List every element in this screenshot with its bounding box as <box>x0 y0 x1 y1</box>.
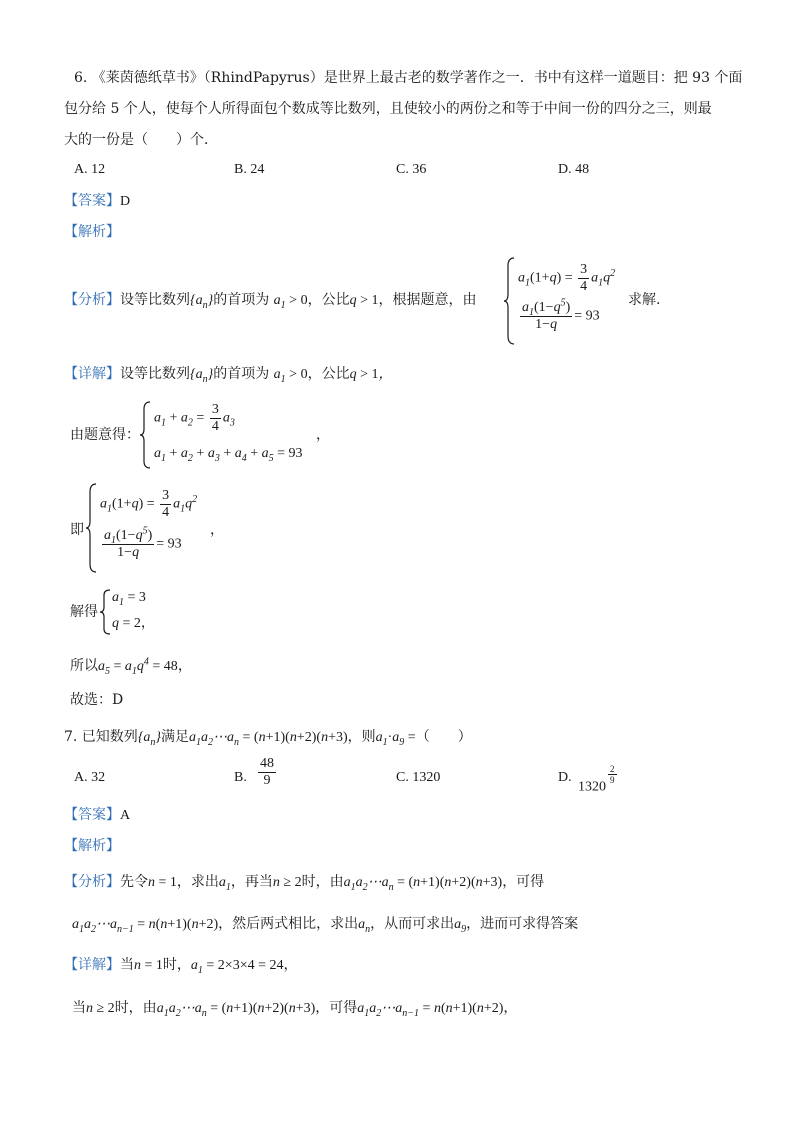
formula: $a_1a_2\cdots a_n = (n+1)(n+2)(n+3)$ <box>156 1001 316 1019</box>
fenxi-text: ，从而可求出 <box>370 916 455 932</box>
q7-choice-c: C. 1320 <box>396 770 441 785</box>
xiangjie-text: 时， <box>162 957 191 973</box>
q6-step3-label: 解得 <box>70 604 98 620</box>
comma: ， <box>316 427 330 443</box>
q7-last-line: 当n ≥ 2时，由$a_1a_2\cdots a_n = (n+1)(n+2)(n+3)$，可得$a_1a_2\cdots a_{n-1} = n(n+1)(n+2)$， <box>72 1000 518 1019</box>
q6-choice-b: B. 24 <box>234 162 265 177</box>
q6-choice-c: C. 36 <box>396 162 427 177</box>
choice-label: B. <box>234 770 247 785</box>
stem-text: ，则 <box>347 729 376 745</box>
answer-tag: 【答案】 <box>64 193 120 209</box>
q6-step2-label: 即 <box>70 522 84 538</box>
text: 当 <box>72 1000 86 1016</box>
text: ，可得 <box>315 1000 358 1016</box>
formula: $a_5 = a_1q^4 = 48$ <box>98 656 178 677</box>
formula: $a_1 > 0$ <box>273 367 308 385</box>
fenxi-text: ，公比 <box>307 292 350 308</box>
fenxi-text: ，然后两式相比，求出 <box>218 916 359 932</box>
q7-answer-line <box>64 805 130 826</box>
q7-choice-b <box>234 768 247 788</box>
formula: q > 1 <box>349 293 379 308</box>
q7-choice-a: A. 32 <box>74 770 106 785</box>
q7-stem <box>64 727 472 748</box>
text: 时，由 <box>114 1000 157 1016</box>
xiangjie-text: 当 <box>120 957 134 973</box>
fenxi-tag: 【分析】 <box>64 292 120 308</box>
q6-answer-line <box>64 191 130 212</box>
q6-stem-line3: 大的一份是（ ）个． <box>64 132 218 148</box>
q6-step4-line: 所以$a_5 = a_1q^4 = 48$， <box>70 656 192 677</box>
formula: n = 1 <box>148 875 177 890</box>
fenxi-tag: 【分析】 <box>64 874 120 890</box>
xiangjie-text: 的首项为 <box>213 366 270 382</box>
q7-fenxi-line2 <box>72 914 578 935</box>
answer-value: D <box>120 194 131 209</box>
formula: n = 1 <box>134 958 163 973</box>
answer-tag: 【答案】 <box>64 807 120 823</box>
formula: $a_1 = 2\times 3\times 4 = 24$ <box>190 958 284 976</box>
stem-text: 满足 <box>161 729 190 745</box>
fenxi-text: ，可得 <box>502 874 545 890</box>
q6-step2-system: $a_1(1+q)$ = $\frac{3}{4}$ $a_1q^2$ $\frac{a_1(1-q^5)}{1-q}$ = 93 <box>86 482 216 574</box>
q6-xiangjie-line <box>64 364 392 385</box>
q7-analysis-tag: 【解析】 <box>64 838 120 854</box>
step-label: 所以 <box>70 658 98 674</box>
formula: $a_n$ <box>358 917 371 935</box>
brace-icon <box>140 400 152 470</box>
formula: $\{a_n\}$ <box>137 730 162 748</box>
answer-value: A <box>120 808 131 823</box>
formula: $a_1a_2\cdots a_n = (n+1)(n+2)(n+3)$ <box>189 730 348 748</box>
fenxi-text: ，求出 <box>176 874 219 890</box>
brace-icon <box>504 256 516 346</box>
brace-icon <box>86 482 98 574</box>
fenxi-text: 设等比数列 <box>120 292 190 308</box>
q6-choice-d: D. 48 <box>558 162 590 177</box>
q6-fenxi-system: $a_1(1+q)$ = $\frac{3}{4}$ $a_1q^2$ $\frac{a_1(1-q^5)}{1-q}$ = 93 <box>504 256 624 346</box>
formula: q > 1， <box>349 367 393 382</box>
q6-fenxi-end: 求解. <box>628 292 661 308</box>
q6-stem-line2: 包分给 5 个人，使每个人所得面包个数成等比数列，且使较小的两份之和等于中间一份的四分之三，则最 <box>64 101 712 117</box>
formula: $\{a_n\}$ <box>190 367 214 385</box>
q7-choice-b-value: $\frac{48}{9}$ <box>260 756 274 788</box>
q6-stem-line1: 6. 《莱茵德纸草书》（RhindPapyrus）是世界上最古老的数学著作之一．书中有这样一道题目：把 93 个面 <box>74 70 743 86</box>
brace-icon <box>100 588 112 636</box>
formula: $a_1$ <box>218 875 231 893</box>
fenxi-text: 的首项为 <box>213 292 270 308</box>
q7-fenxi-line1 <box>64 872 544 893</box>
comma: ， <box>210 522 224 538</box>
q7-choice-d <box>558 768 572 788</box>
formula: $a_1a_2\cdots a_{n-1} = n(n+1)(n+2)$ <box>72 917 219 935</box>
q6-step1-label: 由题意得： <box>70 427 140 443</box>
q6-choice-a: A. 12 <box>74 162 106 177</box>
xiangjie-tag: 【详解】 <box>64 957 120 973</box>
stem-text: （ ） <box>415 729 472 745</box>
xiangjie-text: 设等比数列 <box>120 366 190 382</box>
q6-final: 故选：D <box>70 692 124 708</box>
q6-step3-system: $a_1 = 3$ q = 2， <box>100 588 180 636</box>
q6-step1-system: $a_1 + a_2$ = $\frac{3}{4}$ $a_3$ $a_1 + a_2 + a_3 + a_4 + a_5 = 93$ <box>140 400 340 470</box>
fenxi-text: ，再当 <box>230 874 273 890</box>
formula: $a_9$ <box>454 917 467 935</box>
stem-text: 7. 已知数列 <box>64 729 138 745</box>
formula: $\{a_n\}$ <box>190 293 214 311</box>
formula: n ≥ 2 <box>272 875 302 890</box>
choice-label: D. <box>558 770 572 785</box>
xiangjie-tag: 【详解】 <box>64 366 120 382</box>
q7-xiangjie-line: 【详解】当n = 1时，$a_1 = 2\times 3\times 4 = 24$， <box>64 957 298 976</box>
fenxi-text: 时，由 <box>301 874 344 890</box>
formula: n ≥ 2 <box>86 1001 115 1016</box>
q6-fenxi-line <box>64 290 476 311</box>
fenxi-text: ，进而可求得答案 <box>466 916 579 932</box>
formula: $a_1\cdot a_9$ = <box>375 730 416 748</box>
q6-analysis-tag: 【解析】 <box>64 224 120 240</box>
fenxi-text: ，根据题意，由 <box>378 292 477 308</box>
formula: $a_1 > 0$ <box>273 293 308 311</box>
formula: $a_1a_2\cdots a_n = (n+1)(n+2)(n+3)$ <box>343 875 503 893</box>
fenxi-text: 先令 <box>120 874 148 890</box>
formula: $a_1a_2\cdots a_{n-1} = n(n+1)(n+2)$ <box>357 1001 504 1019</box>
xiangjie-text: ，公比 <box>307 366 350 382</box>
q7-choice-d-value: 1320 $^{\frac{2}{9}}$ <box>578 764 615 795</box>
